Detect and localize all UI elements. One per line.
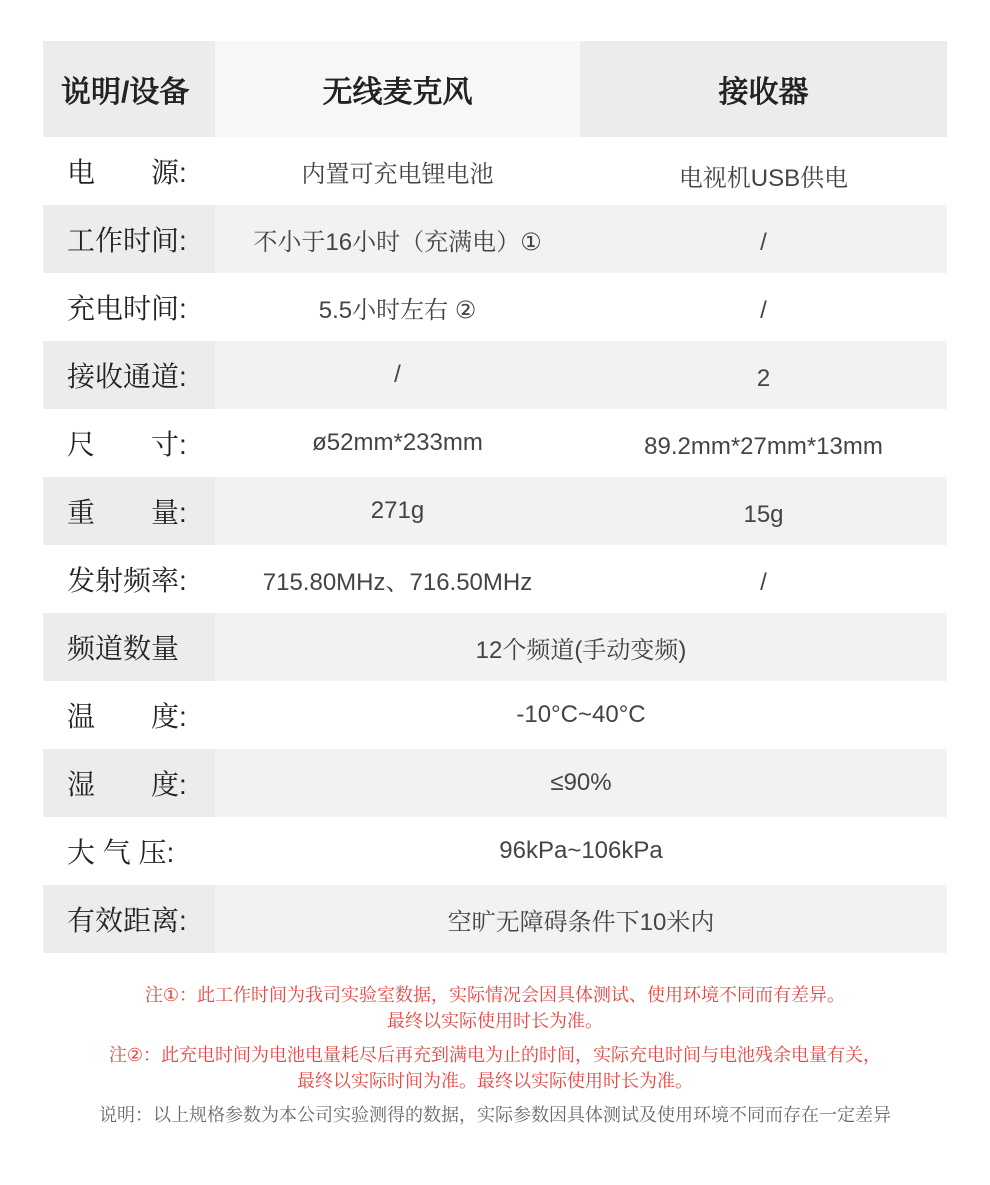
merged-value: 12个频道(手动变频): [215, 613, 947, 681]
table-row-air-pressure: [43, 817, 947, 885]
table-row-humidity: [43, 749, 947, 817]
mic-value: 271g: [215, 477, 580, 545]
merged-value: 空旷无障碍条件下10米内: [215, 885, 947, 953]
row-label: 有效距离:: [43, 885, 215, 953]
table-row-working-time: [43, 205, 947, 273]
mic-value: 不小于16小时（充满电）①: [215, 205, 580, 273]
mic-value: 5.5小时左右 ②: [318, 296, 477, 324]
row-label: 重 量:: [43, 477, 215, 545]
note-2-line-1: 注②：此充电时间为电池电量耗尽后再充到满电为止的时间，实际充电时间与电池残余电量有关，: [108, 1045, 882, 1065]
header-description: 说明/设备: [43, 41, 215, 137]
spec-table: [43, 41, 947, 953]
notes-section: [0, 982, 990, 1128]
note-1-line-1: 注①：此工作时间为我司实验室数据，实际情况会因具体测试、使用环境不同而有差异。: [144, 985, 846, 1005]
table-row-weight: [43, 477, 947, 545]
row-label: 电 源:: [67, 157, 187, 188]
header-wireless-mic: 无线麦克风: [215, 41, 580, 137]
row-label: 大 气 压:: [67, 837, 175, 868]
table-row-receive-channels: [43, 341, 947, 409]
note-1-line-2: 最终以实际使用时长为准。: [387, 1011, 603, 1031]
mic-value: 内置可充电锂电池: [301, 160, 494, 188]
receiver-value: 电视机USB供电: [678, 164, 849, 192]
receiver-value: /: [760, 297, 767, 324]
row-label: 发射频率:: [67, 565, 187, 596]
receiver-value: /: [580, 205, 947, 273]
row-label: 温 度:: [67, 701, 187, 732]
row-label: 湿 度:: [43, 749, 215, 817]
row-label: 工作时间:: [43, 205, 215, 273]
receiver-value: /: [760, 569, 767, 596]
table-row-power: [43, 137, 947, 205]
table-row-frequency: [43, 545, 947, 613]
note-2: [0, 1042, 990, 1094]
receiver-value: 2: [580, 341, 947, 409]
table-row-charging-time: [43, 273, 947, 341]
header-receiver: 接收器: [580, 41, 947, 137]
table-row-size: [43, 409, 947, 477]
disclaimer: 说明：以上规格参数为本公司实验测得的数据，实际参数因具体测试及使用环境不同而存在一定差异: [99, 1105, 891, 1125]
table-row-temperature: [43, 681, 947, 749]
row-label: 充电时间:: [67, 293, 187, 324]
row-label: 接收通道:: [43, 341, 215, 409]
row-label: 频道数量: [43, 613, 215, 681]
mic-value: 715.80MHz、716.50MHz: [262, 568, 533, 596]
receiver-value: 89.2mm*27mm*13mm: [644, 433, 883, 460]
row-label: 尺 寸:: [67, 429, 187, 460]
note-1: [0, 982, 990, 1034]
table-row-channel-count: [43, 613, 947, 681]
table-row-effective-range: [43, 885, 947, 953]
table-header-row: [43, 41, 947, 137]
note-2-line-2: 最终以实际时间为准。最终以实际使用时长为准。: [297, 1071, 693, 1091]
mic-value: ø52mm*233mm: [312, 429, 483, 456]
merged-value: -10°C~40°C: [516, 701, 646, 728]
merged-value: 96kPa~106kPa: [499, 837, 663, 864]
mic-value: /: [215, 341, 580, 409]
merged-value: ≤90%: [215, 749, 947, 817]
receiver-value: 15g: [580, 477, 947, 545]
